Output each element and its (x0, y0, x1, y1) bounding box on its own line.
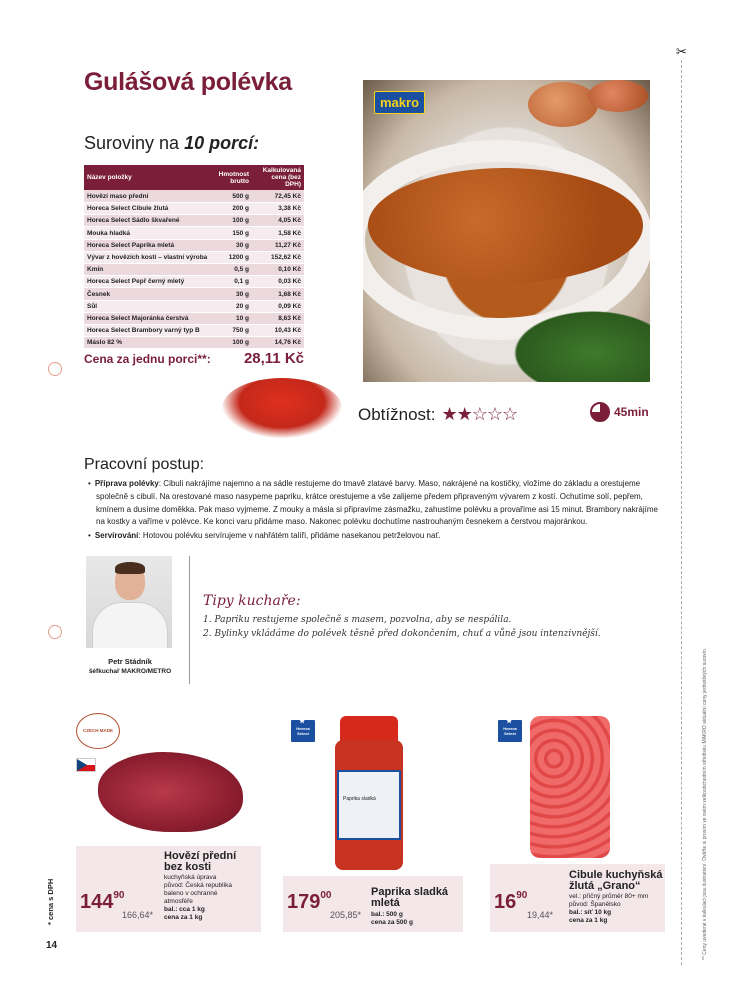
ingredient-weight: 750 g (216, 324, 252, 336)
product-price-vat: 205,85* (330, 910, 362, 920)
servings-prefix: Suroviny na (84, 133, 185, 153)
recipe-title: Gulášová polévka (84, 68, 292, 96)
product-name: Cibule kuchyňská žlutá „Grano“ (569, 869, 663, 892)
ingredients-table (84, 165, 304, 349)
desc-line: bal.: cca 1 kg (164, 906, 205, 913)
desc-line: původ: Česká republika (164, 882, 232, 889)
difficulty (358, 404, 517, 425)
star-filled-icon: ★ (441, 404, 457, 424)
ingredient-name: Máslo 82 % (84, 337, 216, 349)
beef-image (98, 752, 243, 832)
ingredient-price: 4,05 Kč (252, 215, 304, 227)
procedure-list (86, 478, 658, 544)
star-filled-icon: ★ (456, 404, 472, 424)
procedure-step (86, 478, 658, 529)
jar-label: Paprika sladká (337, 770, 401, 840)
ingredient-row (84, 264, 304, 276)
price-cents: 00 (320, 890, 332, 901)
ingredient-name: Horeca Select Sádlo škvařené (84, 215, 216, 227)
procedure-title: Pracovní postup: (84, 456, 205, 473)
jar-lid (340, 716, 398, 742)
servings-count: 10 porcí: (184, 133, 260, 153)
desc-line: kuchyňská úprava (164, 874, 217, 881)
difficulty-label: Obtížnost: (358, 404, 436, 424)
ingredient-price: 0,09 Kč (252, 300, 304, 312)
ingredient-row (84, 251, 304, 263)
tips-list (203, 613, 601, 641)
product-price (287, 890, 332, 914)
ingredient-row (84, 288, 304, 300)
ingredient-weight: 10 g (216, 312, 252, 324)
portion-price-label: Cena za jednu porci**: (84, 352, 211, 366)
product-desc (371, 911, 413, 927)
ingredient-weight: 0,5 g (216, 264, 252, 276)
ingredient-weight: 30 g (216, 239, 252, 251)
difficulty-stars (441, 404, 517, 425)
ingredient-name: Vývar z hovězích kostí – vlastní výroba (84, 251, 216, 263)
product-price-vat: 166,64* (122, 910, 154, 920)
prep-time-value: 45min (614, 405, 649, 419)
ingredient-weight: 100 g (216, 337, 252, 349)
procedure-step-label: Servírování (94, 531, 139, 541)
col-header-weight: Hmotnost brutto (216, 165, 252, 190)
ingredient-price: 152,62 Kč (252, 251, 304, 263)
chef-role: šéfkuchař MAKRO/METRO (88, 668, 172, 675)
ingredient-row (84, 227, 304, 239)
tips-title: Tipy kuchaře: (203, 593, 301, 609)
product-price-vat: 19,44* (527, 910, 554, 920)
chef-coat (92, 602, 168, 648)
procedure-step (86, 530, 658, 543)
desc-line: bal.: síť 10 kg (569, 909, 612, 916)
onion-shape (588, 80, 648, 112)
ingredient-weight: 150 g (216, 227, 252, 239)
onion-sack-image (530, 716, 610, 858)
ingredient-name: Mouka hladká (84, 227, 216, 239)
procedure-step-label: Příprava polévky (94, 479, 159, 488)
ingredient-weight: 1200 g (216, 251, 252, 263)
punch-hole-marker (48, 625, 62, 639)
vat-note: * cena s DPH (46, 878, 55, 925)
tip-item: 1. Papriku restujeme společně s masem, pozvolna, aby se nespálila. (203, 615, 512, 625)
divider (189, 556, 190, 684)
ingredient-weight: 20 g (216, 300, 252, 312)
ingredient-weight: 0,1 g (216, 276, 252, 288)
ingredient-row (84, 215, 304, 227)
ingredient-price: 3,38 Kč (252, 203, 304, 215)
ingredient-weight: 100 g (216, 215, 252, 227)
onion-shape (528, 82, 598, 127)
ingredient-name: Horeca Select Majoránka čerstvá (84, 312, 216, 324)
ingredient-name: Kmín (84, 264, 216, 276)
desc-line: původ: Španělsko (569, 901, 621, 908)
clock-icon (590, 402, 610, 422)
horeca-select-logo: ★ Horeca Select (291, 720, 315, 742)
horeca-select-logo: ★ Horeca Select (498, 720, 522, 742)
ingredient-price: 14,76 Kč (252, 337, 304, 349)
desc-line: cena za 1 kg (164, 914, 203, 921)
product-desc (569, 893, 648, 925)
chef-name: Petr Stádník (108, 657, 152, 666)
ingredient-name: Česnek (84, 288, 216, 300)
page-number: 14 (46, 940, 58, 951)
price-cents: 90 (516, 890, 528, 901)
price-main: 179 (287, 891, 321, 913)
makro-logo: makro (374, 91, 425, 114)
product-price (494, 890, 527, 914)
ingredient-price: 1,68 Kč (252, 288, 304, 300)
ingredient-row (84, 239, 304, 251)
desc-line: atmosféře (164, 898, 193, 905)
col-header-name: Název položky (84, 165, 216, 190)
scissors-icon: ✂ (676, 44, 687, 59)
desc-line: cena za 1 kg (569, 917, 608, 924)
ingredient-price: 8,63 Kč (252, 312, 304, 324)
ingredient-row (84, 337, 304, 349)
desc-line: bal.: 500 g (371, 911, 403, 918)
servings-heading (84, 133, 259, 154)
ingredient-weight: 30 g (216, 288, 252, 300)
product-price (80, 890, 125, 914)
ingredient-name: Horeca Select Cibule žlutá (84, 203, 216, 215)
ingredient-price: 1,58 Kč (252, 227, 304, 239)
ingredient-price: 0,03 Kč (252, 276, 304, 288)
ingredient-price: 10,43 Kč (252, 324, 304, 336)
price-disclaimer: ** Ceny uvedené v kalkulaci jsou ilustrativní. Ověřte si prosím ve svém velkoobchodním středisku MAKRO aktuální ceny jednotlivých surovin. (702, 647, 708, 960)
ingredients-body (84, 190, 304, 348)
star-empty-icon: ☆ (486, 404, 503, 424)
tip-item: 2. Bylinky vkládáme do polévek těsně před dokončením, chuť a vůně jsou intenzivnější. (203, 629, 601, 639)
procedure-step-text: : Hotovou polévku servírujeme v nahřátém talíři, přidáme nasekanou petrželovou nať. (138, 531, 441, 541)
czech-flag-icon (76, 758, 96, 772)
soup-shape (368, 168, 643, 283)
ingredient-weight: 500 g (216, 190, 252, 202)
ingredient-row (84, 324, 304, 336)
product-name: Hovězí přední bez kosti (164, 850, 237, 873)
ingredient-name: Horeca Select Pepř černý mletý (84, 276, 216, 288)
chef-hair (115, 562, 145, 574)
prep-time (590, 402, 649, 422)
price-cents: 90 (113, 890, 125, 901)
product-desc (164, 874, 232, 922)
ingredient-name: Horeca Select Paprika mletá (84, 239, 216, 251)
czech-made-badge: CZECH MADE (76, 713, 120, 749)
star-empty-icon: ☆ (471, 404, 487, 424)
ingredient-row (84, 312, 304, 324)
ingredient-name: Horeca Select Brambory varný typ B (84, 324, 216, 336)
paprika-powder-image (222, 378, 342, 438)
punch-hole-marker (48, 362, 62, 376)
ingredient-row (84, 190, 304, 202)
star-empty-icon: ☆ (502, 404, 518, 424)
ingredient-weight: 200 g (216, 203, 252, 215)
desc-line: vel.: příčný průměr 80+ mm (569, 893, 649, 900)
portion-price-value: 28,11 Kč (243, 350, 304, 367)
chef-caption (80, 657, 180, 677)
ingredient-price: 72,45 Kč (252, 190, 304, 202)
procedure-step-text: : Cibuli nakrájíme najemno a na sádle restujeme do tmavě zlatavé barvy. Maso, nakrájené na kostičky, vložíme do základu a orestujeme společně s cibulí. Na orestované maso nasypeme papriku, krátce orestujeme a vše zalijeme předem připraveným vývarem z kostí. Ochutíme solí, pepřem, kmínem a dusíme doměkka. Pak maso vyjmeme. Z mouky a másla si připravíme zásmažku, zahustíme polévku a provaříme asi 15 minut. Brambory nakrájíme na kostky a vaříme v polévce. Ke konci varu přidáme maso. Nakonec polévku dochutíme nastrouhaným česnekem a čerstvou majoránkou. (96, 479, 658, 527)
desc-line: cena za 500 g (371, 919, 413, 926)
herbs-shape (503, 305, 650, 382)
col-header-price: Kalkulovaná cena (bez DPH) (252, 165, 304, 190)
desc-line: baleno v ochranné (164, 890, 218, 897)
ingredient-row (84, 203, 304, 215)
soup-photo (363, 80, 650, 382)
portion-price (84, 350, 304, 367)
ingredient-name: Hovězí maso přední (84, 190, 216, 202)
ingredient-row (84, 300, 304, 312)
ingredient-price: 11,27 Kč (252, 239, 304, 251)
cut-line (681, 60, 682, 965)
chef-photo (86, 556, 172, 648)
ingredient-price: 0,10 Kč (252, 264, 304, 276)
product-name: Paprika sladká mletá (371, 886, 449, 909)
ingredient-row (84, 276, 304, 288)
price-main: 144 (80, 891, 114, 913)
price-main: 16 (494, 891, 517, 913)
ingredient-name: Sůl (84, 300, 216, 312)
